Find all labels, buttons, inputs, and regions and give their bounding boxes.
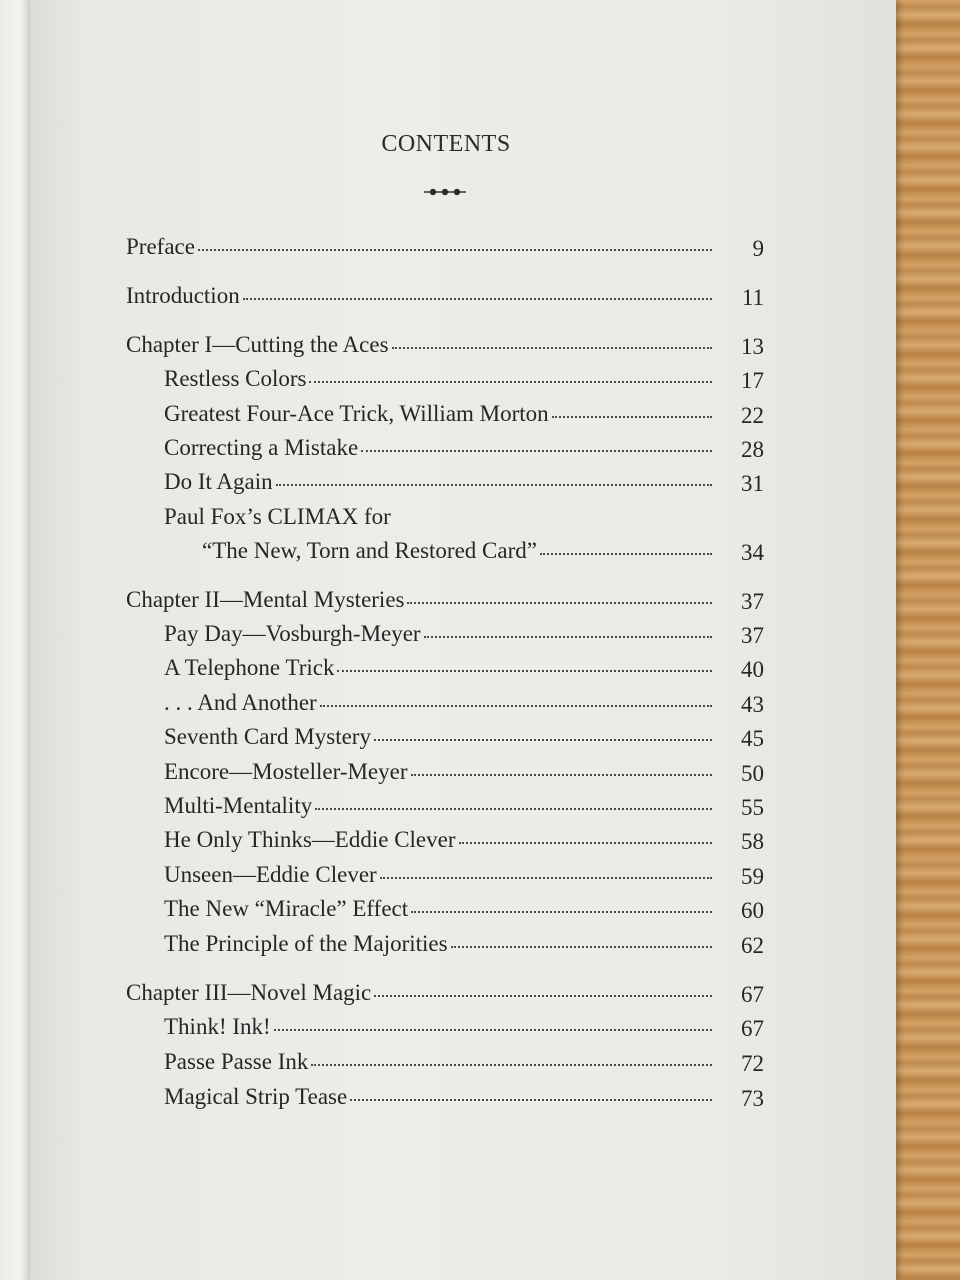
toc-entry: The Principle of the Majorities <box>164 931 716 957</box>
toc-entry: Encore—Mosteller-Meyer <box>164 759 716 785</box>
toc-page-number: 9 <box>752 236 764 261</box>
toc-page-number: 22 <box>741 403 764 428</box>
toc-chapter-1: Chapter I—Cutting the Aces <box>126 332 716 358</box>
book-page <box>30 0 896 1280</box>
toc-entry: Passe Passe Ink <box>164 1049 716 1075</box>
toc-entry: . . . And Another <box>164 690 716 716</box>
toc-page-number: 37 <box>741 623 764 648</box>
toc-entry-introduction: Introduction <box>126 283 716 309</box>
toc-entry: Unseen—Eddie Clever <box>164 862 716 888</box>
toc-entry: Pay Day—Vosburgh-Meyer <box>164 621 716 647</box>
toc-page-number: 34 <box>741 540 764 565</box>
page-title: CONTENTS <box>381 131 511 157</box>
toc-page-number: 45 <box>741 726 764 751</box>
toc-entry-line-1: Paul Fox’s CLIMAX for <box>164 504 391 529</box>
toc-entry: Correcting a Mistake <box>164 435 716 461</box>
toc-entry: Do It Again <box>164 469 716 495</box>
toc-page-number: 43 <box>741 692 764 717</box>
toc-page-number: 11 <box>741 285 764 310</box>
toc-page-number: 58 <box>741 829 764 854</box>
toc-entry: Multi-Mentality <box>164 793 716 819</box>
toc-page-number: 17 <box>741 368 764 393</box>
toc-entry: Seventh Card Mystery <box>164 724 716 750</box>
toc-page-number: 60 <box>741 898 764 923</box>
toc-page-number: 67 <box>741 982 764 1007</box>
toc-entry: A Telephone Trick <box>164 655 716 681</box>
toc-entry: Greatest Four-Ace Trick, William Morton <box>164 401 716 427</box>
toc-entry: “The New, Torn and Restored Card” <box>202 538 716 564</box>
toc-chapter-2: Chapter II—Mental Mysteries <box>126 587 716 613</box>
toc-page-number: 13 <box>741 334 764 359</box>
toc-page-number: 40 <box>741 657 764 682</box>
toc-page-number: 50 <box>741 761 764 786</box>
toc-entry: Restless Colors <box>164 366 716 392</box>
toc-entry: Magical Strip Tease <box>164 1084 716 1110</box>
dot-ornament-icon <box>424 184 466 200</box>
toc-page-number: 73 <box>741 1086 764 1111</box>
toc-page-number: 31 <box>741 471 764 496</box>
toc-page-number: 55 <box>741 795 764 820</box>
toc-page-number: 62 <box>741 933 764 958</box>
toc-page-number: 67 <box>741 1016 764 1041</box>
toc-page-number: 59 <box>741 864 764 889</box>
toc-entry: He Only Thinks—Eddie Clever <box>164 827 716 853</box>
toc-entry: Think! Ink! <box>164 1014 716 1040</box>
toc-entry-preface: Preface <box>126 234 716 260</box>
toc-page-number: 28 <box>741 437 764 462</box>
toc-page-number: 37 <box>741 589 764 614</box>
toc-entry: The New “Miracle” Effect <box>164 896 716 922</box>
toc-page-number: 72 <box>741 1051 764 1076</box>
toc-chapter-3: Chapter III—Novel Magic <box>126 980 716 1006</box>
